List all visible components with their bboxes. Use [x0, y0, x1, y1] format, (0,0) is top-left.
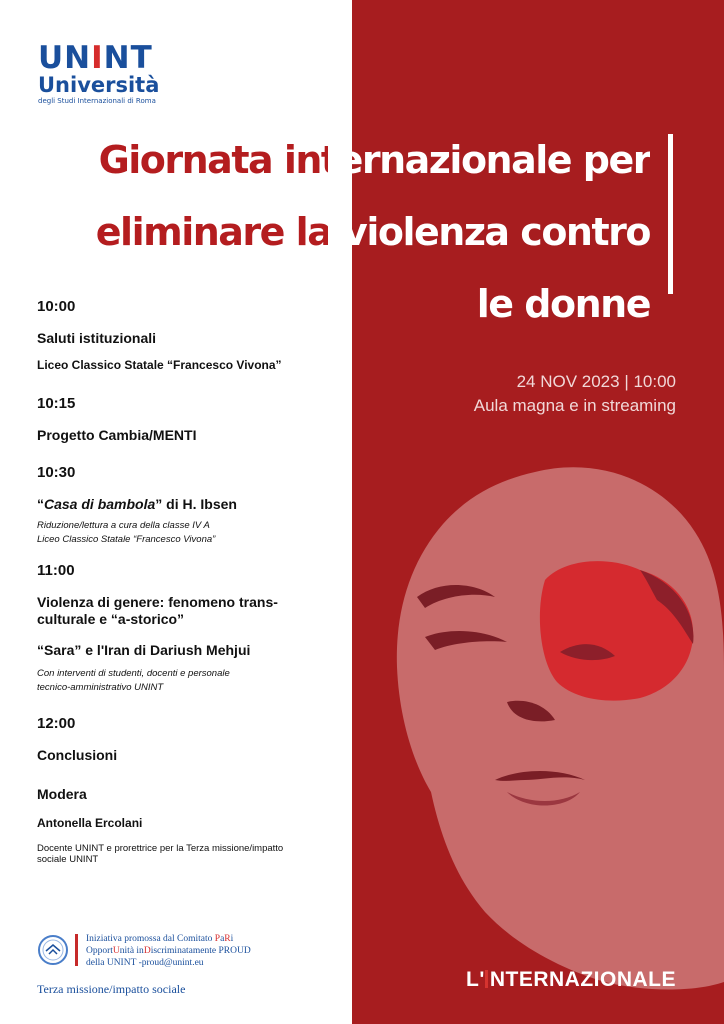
logo-i-accent: I	[91, 40, 104, 76]
footer-text	[86, 933, 336, 969]
event-date: 24 NOV 2023 | 10:00	[516, 372, 676, 391]
footer-line-1-pre: Iniziativa promossa dal Comitato	[86, 934, 215, 944]
title-line-3: le donne	[476, 282, 650, 326]
moderator-role-line-1: Docente UNINT e prorettrice per la Terza missione/impatto	[37, 843, 284, 854]
logo-universita: Università	[38, 73, 160, 97]
moderator-name: Antonella Ercolani	[37, 816, 143, 830]
time-1015: 10:15	[37, 395, 76, 412]
interventi-line-1: Con interventi di studenti, docenti e personale	[37, 668, 230, 679]
title-accent-bar	[668, 134, 673, 294]
riduzione-line-1: Riduzione/lettura a cura della classe IV A	[37, 520, 210, 531]
event-venue: Aula magna e in streaming	[473, 396, 676, 415]
footer-line-2-u: U	[112, 946, 120, 956]
casa-rest: ” di H. Ibsen	[155, 496, 237, 512]
title-line-1: Giornata internazionale per	[98, 138, 650, 182]
time-1000: 10:00	[37, 298, 76, 315]
unint-logo	[38, 42, 159, 106]
time-1200: 12:00	[37, 715, 76, 732]
item-progetto: Progetto Cambia/MENTI	[37, 427, 197, 443]
item-liceo: Liceo Classico Statale “Francesco Vivona”	[37, 358, 282, 372]
item-interventi	[37, 667, 337, 695]
footer-line-3: della UNINT -proud@unint.eu	[86, 958, 204, 968]
title-line-2: eliminare la violenza contro	[95, 210, 650, 254]
brand-name: NTERNAZIONALE	[489, 968, 676, 991]
moderator-role	[37, 843, 337, 865]
footer-divider	[75, 934, 78, 966]
item-conclusioni: Conclusioni	[37, 747, 118, 763]
linternazionale-brand	[458, 968, 676, 992]
logo-subtitle: degli Studi Internazionali di Roma	[38, 97, 156, 105]
interventi-line-2: tecnico-amministrativo UNINT	[37, 682, 164, 693]
face-illustration	[395, 462, 724, 992]
footer-line-2-post: iscriminatamente PROUD	[150, 946, 251, 956]
face-shape	[397, 467, 724, 989]
footer-line-1-p: P	[214, 934, 221, 944]
footer-line-2-pre: Opport	[86, 946, 113, 956]
time-1030: 10:30	[37, 464, 76, 481]
brand-bar	[485, 970, 488, 988]
footer-line-2-d: D	[143, 946, 151, 956]
violenza-line-1: Violenza di genere: fenomeno trans-	[37, 594, 278, 610]
logo-un: UN	[38, 40, 92, 76]
casa-title: Casa di bambola	[44, 496, 156, 512]
footer-line-1-r: R	[224, 934, 231, 944]
item-saluti: Saluti istituzionali	[37, 330, 157, 346]
casa-open-quote: “	[37, 496, 44, 512]
footer-line-2	[86, 945, 336, 957]
brand-prefix: L'	[466, 968, 485, 991]
footer-line-1	[86, 933, 336, 945]
time-1100: 11:00	[37, 562, 75, 579]
item-casa-di-bambola	[37, 496, 337, 513]
item-modera: Modera	[37, 786, 87, 802]
footer-line-1-a: a	[220, 934, 225, 944]
item-violenza	[37, 594, 337, 628]
logo-wordmark	[38, 42, 159, 74]
moderator-role-line-2: sociale UNINT	[37, 854, 99, 865]
proud-logo-icon	[37, 934, 69, 966]
riduzione-line-2: Liceo Classico Statale “Francesco Vivona”	[37, 534, 216, 545]
footer-line-1-i: i	[230, 934, 234, 944]
footer-tagline: Terza missione/impatto sociale	[37, 982, 186, 996]
item-sara: “Sara” e l'Iran di Dariush Mehjui	[37, 642, 251, 658]
footer-line-2-mid: nità in	[119, 946, 144, 956]
item-riduzione	[37, 519, 337, 547]
violenza-line-2: culturale e “a-storico”	[37, 611, 185, 627]
logo-nt: NT	[103, 40, 153, 76]
